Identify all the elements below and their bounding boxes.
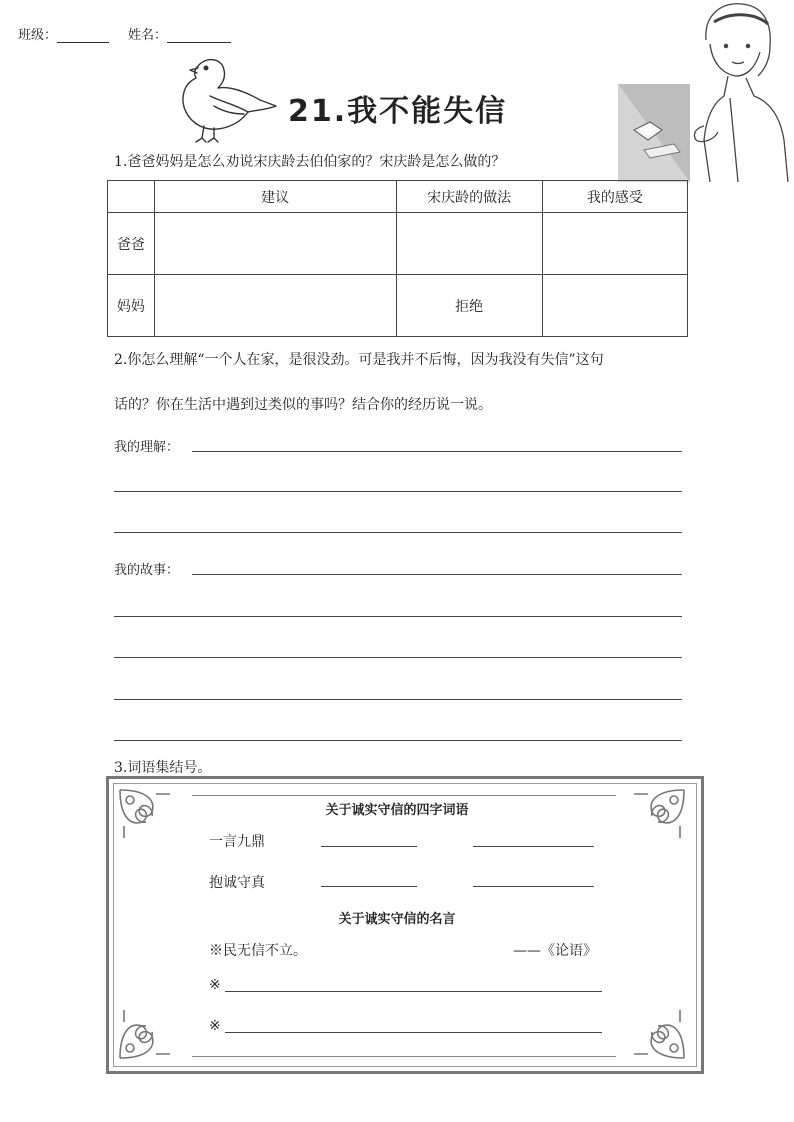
idiom-blank[interactable] [321,886,417,887]
idioms-heading: 关于诚实守信的四字词语 [325,803,469,818]
cell-mom-suggestion[interactable] [154,275,396,337]
idiom-blank[interactable] [473,886,594,887]
table-row [108,213,688,275]
quote-marker: ※ [209,977,221,993]
idiom-blank[interactable] [473,846,594,847]
story-label: 我的故事： [114,563,180,578]
question-2-prompt-line1: 2.你怎么理解“一个人在家，是很没劲。可是我并不后悔，因为我没有失信”这句 [114,352,604,368]
name-field [128,24,231,43]
row-label-dad: 爸爸 [108,213,155,275]
cell-dad-action[interactable] [396,213,542,275]
frame-top-rule [192,795,616,796]
cell-dad-suggestion[interactable] [154,213,396,275]
answer-line[interactable] [114,491,682,492]
understanding-label: 我的理解： [114,440,180,455]
class-blank[interactable] [57,28,109,43]
quote-1-source: ——《论语》 [513,943,597,959]
page-title: 21.我不能失信 [288,94,508,129]
question-1-prompt: 1.爸爸妈妈是怎么劝说宋庆龄去伯伯家的？宋庆龄是怎么做的？ [114,154,506,170]
table-header-cell [108,181,155,213]
question-3-prompt: 3.词语集结号。 [114,760,212,776]
answer-line[interactable] [192,574,682,575]
frame-bottom-rule [192,1056,616,1057]
corner-ornament-icon [630,1006,688,1062]
idiom-1: 一言九鼎 [209,834,265,850]
corner-ornament-icon [116,1006,174,1062]
class-field [18,24,109,43]
name-label: 姓名： [128,28,168,43]
quote-1: ※民无信不立。 [209,943,307,959]
cell-dad-feeling[interactable] [542,213,687,275]
dove-illustration [170,52,280,146]
table-header-row [108,181,688,213]
quote-blank[interactable] [225,991,602,992]
girl-illustration [614,0,794,182]
cell-mom-action[interactable]: 拒绝 [396,275,542,337]
answer-line[interactable] [114,657,682,658]
idiom-2: 抱诚守真 [209,875,265,891]
row-label-mom: 妈妈 [108,275,155,337]
answer-line[interactable] [114,532,682,533]
answer-line[interactable] [114,616,682,617]
idiom-blank[interactable] [321,846,417,847]
quote-marker: ※ [209,1018,221,1034]
answer-line[interactable] [114,740,682,741]
table-header-cell: 宋庆龄的做法 [396,181,542,213]
answer-line[interactable] [114,699,682,700]
cell-mom-feeling[interactable] [542,275,687,337]
answer-line[interactable] [192,451,682,452]
table-row [108,275,688,337]
table-header-cell: 我的感受 [542,181,687,213]
name-blank[interactable] [167,28,231,43]
question-1-table [107,180,688,337]
class-label: 班级： [18,28,58,43]
quotes-heading: 关于诚实守信的名言 [338,912,456,927]
quote-blank[interactable] [225,1032,602,1033]
table-header-cell: 建议 [154,181,396,213]
question-2-prompt-line2: 话的？你在生活中遇到过类似的事吗？结合你的经历说一说。 [114,397,492,413]
